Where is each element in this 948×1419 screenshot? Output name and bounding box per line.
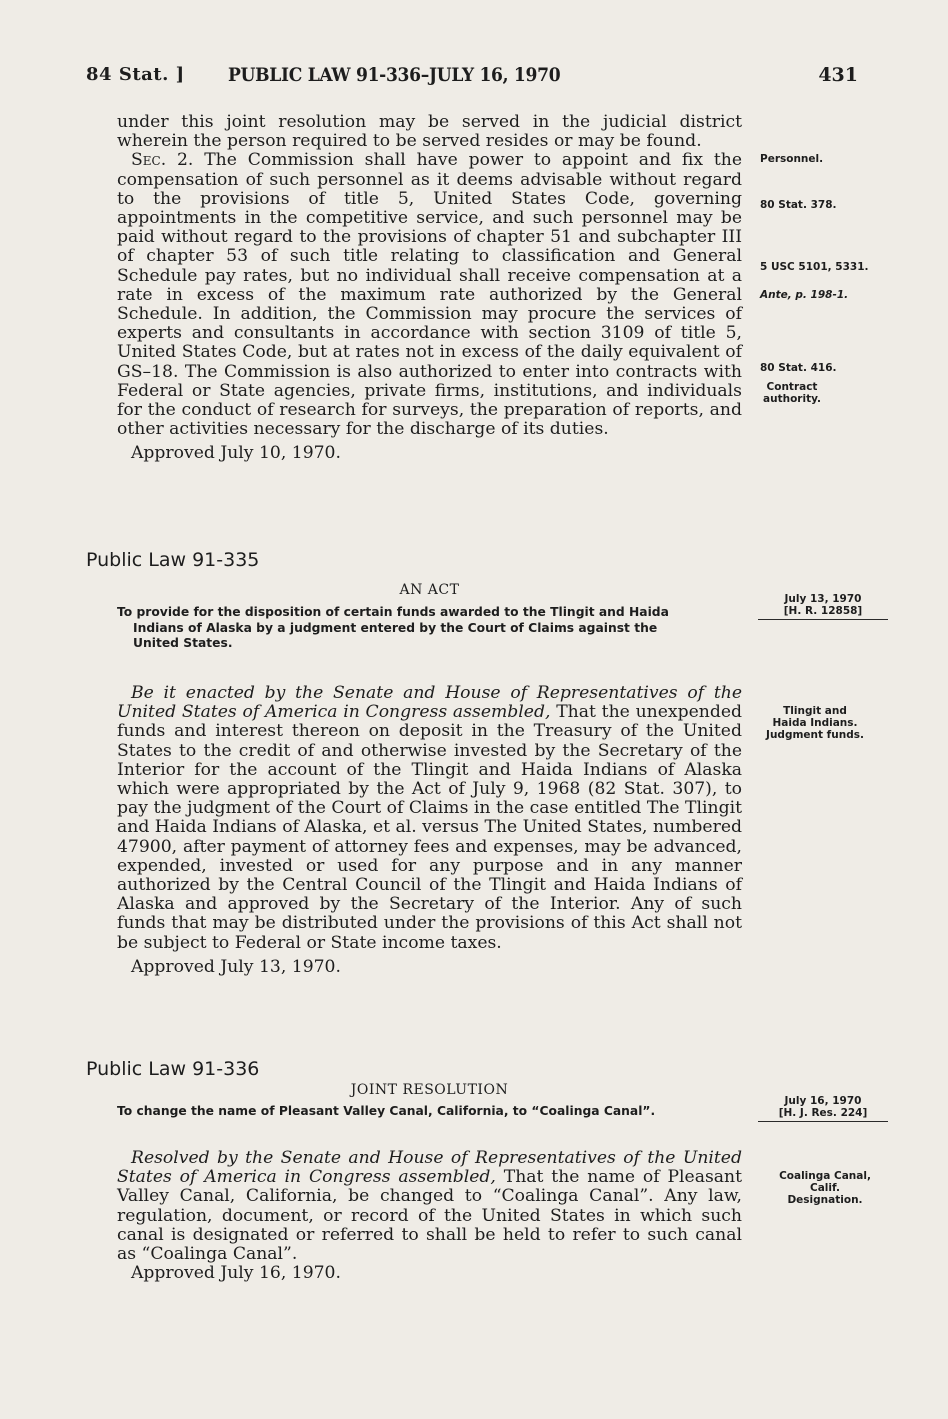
bill-rule (758, 619, 888, 620)
section-2-paragraph (117, 151, 742, 439)
margin-note-contract: Contract authority. (763, 381, 821, 405)
resolution-purpose: To change the name of Pleasant Valley Canal, California, to “Coalinga Canal”. (117, 1104, 656, 1118)
public-law-336-body (117, 1149, 742, 1283)
purpose-line: Indians of Alaska by a judgment entered by the Court of Claims against the (133, 620, 658, 635)
public-law-335-heading: Public Law 91-335 (86, 549, 260, 571)
resolution-paragraph (117, 1149, 742, 1264)
bill-date: July 13, 1970 (784, 593, 862, 605)
margin-note-tlingit: Tlingit and Haida Indians. Judgment funds. (766, 705, 864, 741)
bill-number: [H. R. 12858] (783, 605, 863, 617)
resolution-body-text: That the name of Pleasant Valley Canal, California, be changed to “Coalinga Canal”. Any law, regulation, document, or record of the United States in which such canal is designated or referred to shall be held to refer to such canal as “Coalinga Canal”. (117, 1167, 743, 1265)
page-number: 431 (818, 64, 858, 86)
public-law-335-body (117, 684, 742, 977)
running-header (86, 64, 886, 94)
act-type-label: AN ACT (399, 582, 460, 598)
header-title: PUBLIC LAW 91-336–JULY 16, 1970 (228, 64, 561, 86)
margin-note-80-stat-378: 80 Stat. 378. (760, 199, 837, 211)
purpose-line: United States. (133, 636, 233, 650)
act-body-text: That the unexpended funds and interest thereon on deposit in the Treasury of the United States to the credit of and otherwise invested by the Secretary of the Interior for the account of the Tlingit and Haida Indians of Alaska which were appropriated by the Act of July 9, 1968 (82 Stat. 307), to pay the judgment of the Court of Claims in the case entitled The Tlingit and Haida Indians of Alaska, et al. versus The United States, numbered 47900, after payment of attorney fees and expenses, may be advanced, expended, invested or used for any purpose and in any manner authorized by the Central Council of the Tlingit and Haida Indians of Alaska and approved by the Secretary of the Interior. Any of such funds that may be distributed under the provisions of this Act shall not be subject to Federal or State income taxes. (117, 702, 743, 953)
purpose-line: To provide for the disposition of certain funds awarded to the Tlingit and Haida (117, 605, 669, 619)
public-law-336-heading: Public Law 91-336 (86, 1058, 260, 1080)
continuation-paragraph: under this joint resolution may be served in the judicial district wherein the person required to be served resides or may be found. (117, 112, 742, 152)
resolving-clause: Resolved by the Senate and House of Representatives of the United States of America in Congress assembled, (117, 1148, 742, 1188)
bill-reference-336 (758, 1095, 888, 1122)
section-continuation (117, 113, 742, 464)
enactment-paragraph (117, 684, 742, 953)
bill-rule (758, 1121, 888, 1122)
bill-number: [H. J. Res. 224] (778, 1107, 868, 1119)
margin-note-ante: Ante, p. 198-1. (760, 289, 849, 301)
bill-date: July 16, 1970 (784, 1095, 862, 1107)
approved-date-335-prior: Approved July 10, 1970. (131, 443, 341, 464)
margin-note-5-usc: 5 USC 5101, 5331. (760, 261, 869, 273)
section-2-text: The Commission shall have power to appoint and fix the compensation of such personnel as it deems advisable without regard to the provisions of title 5, United States Code, governing appointments in the competitive service, and such personnel may be paid without regard to the provisions of chapter 51 and subchapter III of chapter 53 of such title relating to classification and General Schedule pay rates, but no individual shall receive compensation at a rate in excess of the maximum rate authorized by the General Schedule. In addition, the Commission may procure the services of experts and consultants in accordance with section 3109 of title 5, United States Code, but at rates not in excess of the daily equivalent of GS–18. The Commission is also authorized to enter into contracts with Federal or State agencies, private firms, institutions, and individuals for the conduct of research for surveys, the preparation of reports, and other activities necessary for the discharge of its duties. (117, 150, 742, 440)
enacting-clause: Be it enacted by the Senate and House of Representatives of the United States of America in Congress assembled, (117, 683, 742, 723)
bill-reference-335 (758, 593, 888, 620)
joint-resolution-label: JOINT RESOLUTION (350, 1082, 509, 1098)
section-label: Sec. 2. (131, 150, 194, 171)
act-purpose (117, 605, 742, 652)
margin-note-coalinga: Coalinga Canal, Calif. Designation. (779, 1170, 871, 1206)
margin-note-80-stat-416: 80 Stat. 416. (760, 362, 837, 374)
approved-date-336: Approved July 16, 1970. (131, 1263, 341, 1284)
volume-reference: 84 Stat. ] (86, 64, 185, 85)
margin-note-personnel: Personnel. (760, 153, 824, 165)
approved-date-335: Approved July 13, 1970. (131, 956, 341, 977)
